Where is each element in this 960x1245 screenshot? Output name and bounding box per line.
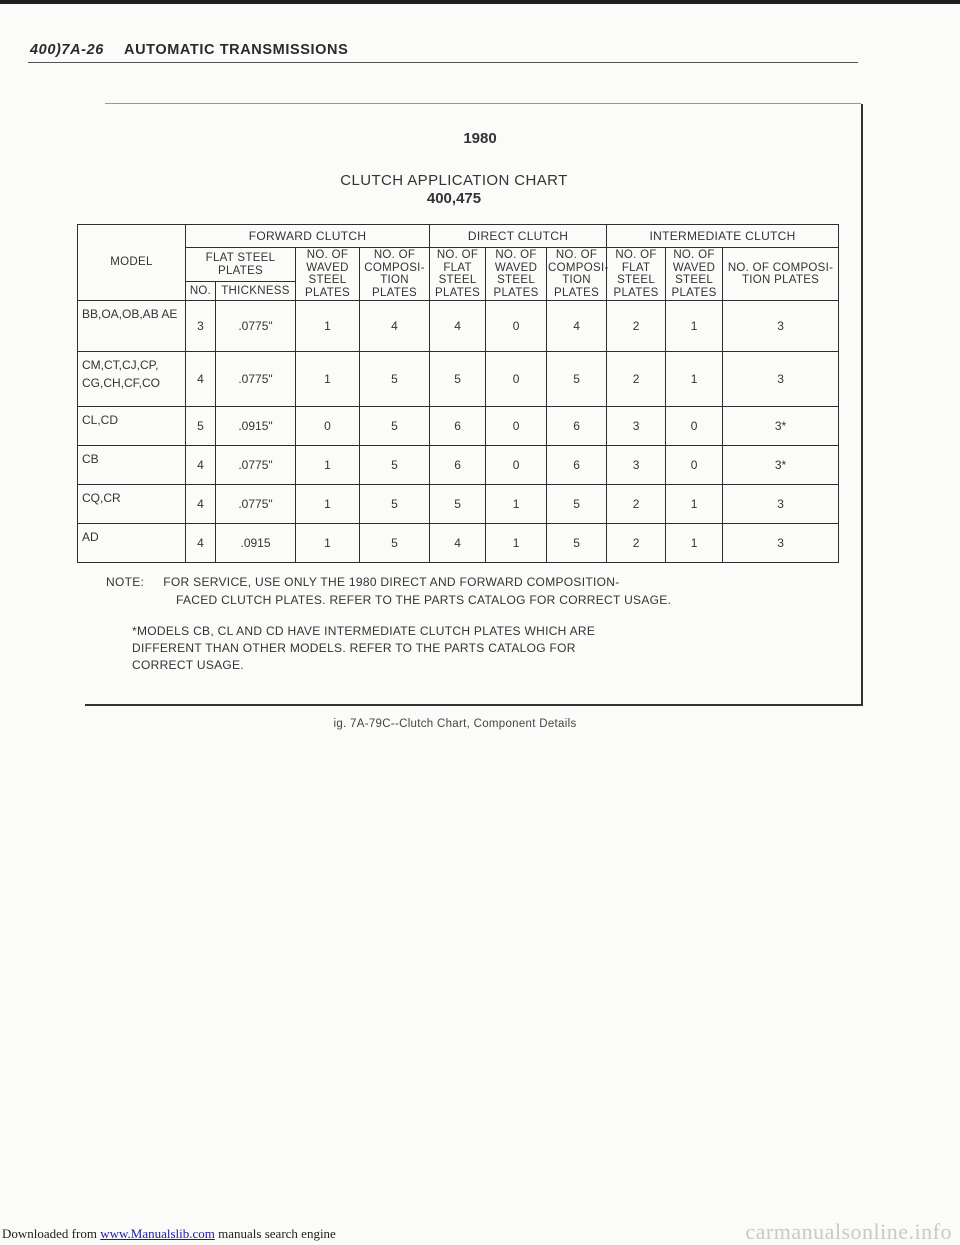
flat-steel-no-cell: 4 — [186, 485, 216, 524]
flat-steel-no-cell: 4 — [186, 524, 216, 563]
flat-steel-no-cell: 4 — [186, 352, 216, 407]
star-note-line-2: DIFFERENT THAN OTHER MODELS. REFER TO THE PARTS CATALOG FOR — [132, 641, 576, 655]
flat-steel-no-header: NO. — [186, 282, 216, 301]
forward-composition-cell: 5 — [360, 407, 430, 446]
footer-suffix: manuals search engine — [214, 1226, 336, 1241]
direct-flat-cell: 5 — [430, 485, 486, 524]
model-cell: CQ,CR — [78, 485, 186, 524]
intermediate-flat-cell: 2 — [607, 301, 666, 352]
note-line-1: FOR SERVICE, USE ONLY THE 1980 DIRECT AND FORWARD COMPOSITION- — [163, 575, 620, 589]
flat-steel-no-cell: 5 — [186, 407, 216, 446]
forward-waved-cell: 1 — [296, 524, 360, 563]
section-title: AUTOMATIC TRANSMISSIONS — [124, 42, 349, 58]
intermediate-waved-cell: 1 — [666, 485, 723, 524]
table-row — [78, 352, 839, 407]
flat-steel-thickness-cell: .0775" — [216, 352, 296, 407]
intermediate-clutch-header: INTERMEDIATE CLUTCH — [607, 225, 839, 248]
intermediate-composition-cell: 3 — [723, 352, 839, 407]
intermediate-flat-cell: 2 — [607, 352, 666, 407]
intermediate-waved-cell: 0 — [666, 407, 723, 446]
figure-caption: ig. 7A-79C--Clutch Chart, Component Details — [333, 718, 577, 730]
model-cell: CM,CT,CJ,CP, CG,CH,CF,CO — [78, 352, 186, 407]
direct-waved-header: NO. OF WAVED STEEL PLATES — [486, 248, 547, 301]
intermediate-flat-cell: 3 — [607, 446, 666, 485]
forward-clutch-header: FORWARD CLUTCH — [186, 225, 430, 248]
download-footer — [2, 1226, 336, 1242]
chart-year: 1980 — [463, 130, 497, 147]
direct-composition-cell: 4 — [547, 301, 607, 352]
direct-flat-cell: 6 — [430, 407, 486, 446]
chart-subtitle: 400,475 — [426, 190, 482, 207]
direct-clutch-header: DIRECT CLUTCH — [430, 225, 607, 248]
intermediate-waved-header: NO. OF WAVED STEEL PLATES — [666, 248, 723, 301]
service-note — [106, 573, 671, 609]
model-cell: AD — [78, 524, 186, 563]
intermediate-composition-cell: 3* — [723, 446, 839, 485]
section-code: 400)7A-26 — [30, 42, 104, 58]
intermediate-composition-cell: 3 — [723, 524, 839, 563]
intermediate-composition-cell: 3 — [723, 301, 839, 352]
intermediate-waved-cell: 1 — [666, 524, 723, 563]
flat-steel-thickness-cell: .0915" — [216, 407, 296, 446]
top-border — [0, 0, 960, 4]
direct-flat-cell: 5 — [430, 352, 486, 407]
direct-waved-cell: 0 — [486, 301, 547, 352]
direct-waved-cell: 1 — [486, 524, 547, 563]
intermediate-composition-cell: 3* — [723, 407, 839, 446]
direct-waved-cell: 0 — [486, 352, 547, 407]
intermediate-flat-header: NO. OF FLAT STEEL PLATES — [607, 248, 666, 301]
forward-composition-cell: 5 — [360, 524, 430, 563]
flat-steel-thickness-header: THICKNESS — [216, 282, 296, 301]
intermediate-waved-cell: 1 — [666, 301, 723, 352]
table-row — [78, 524, 839, 563]
intermediate-composition-header: NO. OF COMPOSI-TION PLATES — [723, 248, 839, 301]
direct-composition-cell: 6 — [547, 446, 607, 485]
direct-flat-cell: 6 — [430, 446, 486, 485]
star-note-line-1: *MODELS CB, CL AND CD HAVE INTERMEDIATE CLUTCH PLATES WHICH ARE — [132, 624, 596, 638]
model-header: MODEL — [78, 225, 186, 301]
table-row — [78, 301, 839, 352]
clutch-application-table — [77, 224, 839, 563]
table-row — [78, 485, 839, 524]
model-cell: CL,CD — [78, 407, 186, 446]
direct-composition-cell: 6 — [547, 407, 607, 446]
chart-title: CLUTCH APPLICATION CHART — [340, 172, 568, 189]
footer-prefix: Downloaded from — [2, 1226, 101, 1241]
forward-waved-cell: 1 — [296, 446, 360, 485]
model-cell: BB,OA,OB,AB AE — [78, 301, 186, 352]
forward-waved-header: NO. OF WAVED STEEL PLATES — [296, 248, 360, 301]
direct-waved-cell: 1 — [486, 485, 547, 524]
forward-composition-cell: 5 — [360, 485, 430, 524]
direct-composition-header: NO. OF COMPOSI-TION PLATES — [548, 249, 609, 299]
table-row — [78, 446, 839, 485]
note-line-2: FACED CLUTCH PLATES. REFER TO THE PARTS CATALOG FOR CORRECT USAGE. — [176, 593, 672, 607]
forward-waved-cell: 1 — [296, 485, 360, 524]
flat-steel-plates-header: FLAT STEEL PLATES — [186, 248, 296, 282]
direct-composition-cell: 5 — [547, 485, 607, 524]
watermark-text: carmanualsonline.info — [745, 1219, 952, 1244]
direct-waved-cell: 0 — [486, 446, 547, 485]
page-header — [30, 42, 348, 58]
flat-steel-no-cell: 4 — [186, 446, 216, 485]
forward-composition-cell: 5 — [360, 352, 430, 407]
forward-composition-header: NO. OF COMPOSI-TION PLATES — [360, 248, 430, 301]
direct-composition-cell: 5 — [547, 352, 607, 407]
header-rule — [28, 62, 858, 63]
intermediate-flat-cell: 2 — [607, 524, 666, 563]
flat-steel-no-cell: 3 — [186, 301, 216, 352]
manualslib-link[interactable]: www.Manualslib.com — [100, 1226, 215, 1241]
direct-flat-cell: 4 — [430, 301, 486, 352]
direct-flat-cell: 4 — [430, 524, 486, 563]
intermediate-flat-cell: 3 — [607, 407, 666, 446]
intermediate-flat-cell: 2 — [607, 485, 666, 524]
forward-waved-cell: 1 — [296, 352, 360, 407]
intermediate-plates-note — [132, 623, 692, 674]
forward-waved-cell: 0 — [296, 407, 360, 446]
flat-steel-thickness-cell: .0915 — [216, 524, 296, 563]
flat-steel-thickness-cell: .0775" — [216, 485, 296, 524]
table-row — [78, 407, 839, 446]
flat-steel-thickness-cell: .0775" — [216, 301, 296, 352]
star-note-line-3: CORRECT USAGE. — [132, 658, 244, 672]
flat-steel-thickness-cell: .0775" — [216, 446, 296, 485]
model-cell: CB — [78, 446, 186, 485]
forward-composition-cell: 5 — [360, 446, 430, 485]
intermediate-waved-cell: 1 — [666, 352, 723, 407]
direct-composition-cell: 5 — [547, 524, 607, 563]
direct-waved-cell: 0 — [486, 407, 547, 446]
intermediate-waved-cell: 0 — [666, 446, 723, 485]
forward-composition-cell: 4 — [360, 301, 430, 352]
intermediate-composition-cell: 3 — [723, 485, 839, 524]
forward-waved-cell: 1 — [296, 301, 360, 352]
direct-flat-header: NO. OF FLAT STEEL PLATES — [430, 248, 486, 301]
note-label: NOTE: — [106, 575, 145, 589]
